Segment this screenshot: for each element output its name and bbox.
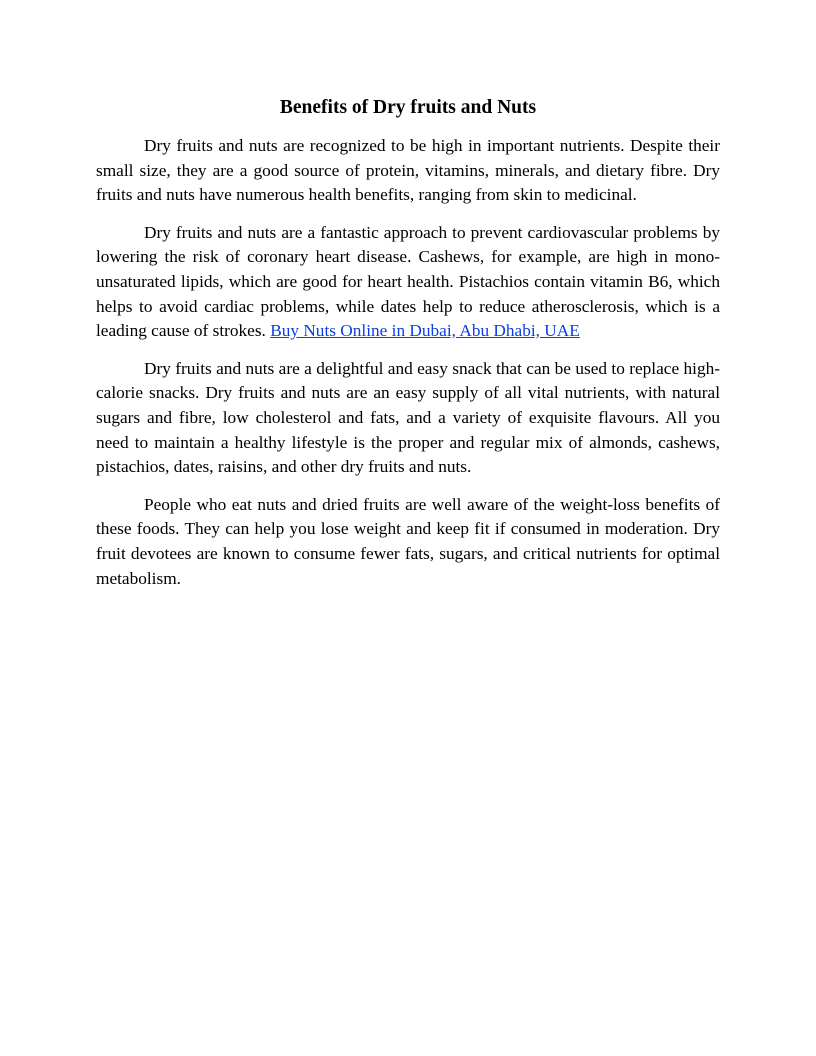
buy-nuts-online-link[interactable]: Buy Nuts Online in Dubai, Abu Dhabi, UAE <box>270 321 580 341</box>
paragraph-weight-loss <box>96 493 720 591</box>
document-page <box>96 96 720 604</box>
paragraph-text: Dry fruits and nuts are a delightful and easy snack that can be used to replace high-calorie snacks. Dry fruits and nuts are an easy supply of all vital nutrients, with natural sugars and fibre, low cholesterol and fats, and a variety of exquisite flavours. All you need to maintain a healthy lifestyle is the proper and regular mix of almonds, cashews, pistachios, dates, raisins, and other dry fruits and nuts. <box>96 358 720 477</box>
paragraph-text: Dry fruits and nuts are recognized to be high in important nutrients. Despite their small size, they are a good source of protein, vitamins, minerals, and dietary fibre. Dry fruits and nuts have numerous health benefits, ranging from skin to medicinal. <box>96 136 720 205</box>
paragraph-snack <box>96 357 720 480</box>
paragraph-text: Dry fruits and nuts are a fantastic approach to prevent cardiovascular problems by lowering the risk of coronary heart disease. Cashews, for example, are high in mono-unsaturated lipids, which are good for heart health. Pistachios contain vitamin B6, which helps to avoid cardiac problems, while dates help to reduce atherosclerosis, which is a leading cause of strokes. <box>96 222 720 341</box>
paragraph-text: People who eat nuts and dried fruits are well aware of the weight-loss benefits of these foods. They can help you lose weight and keep fit if consumed in moderation. Dry fruit devotees are known to consume fewer fats, sugars, and critical nutrients for optimal metabolism. <box>96 494 720 588</box>
paragraph-heart-health <box>96 221 720 344</box>
document-title: Benefits of Dry fruits and Nuts <box>279 97 537 118</box>
paragraph-intro <box>96 134 720 208</box>
